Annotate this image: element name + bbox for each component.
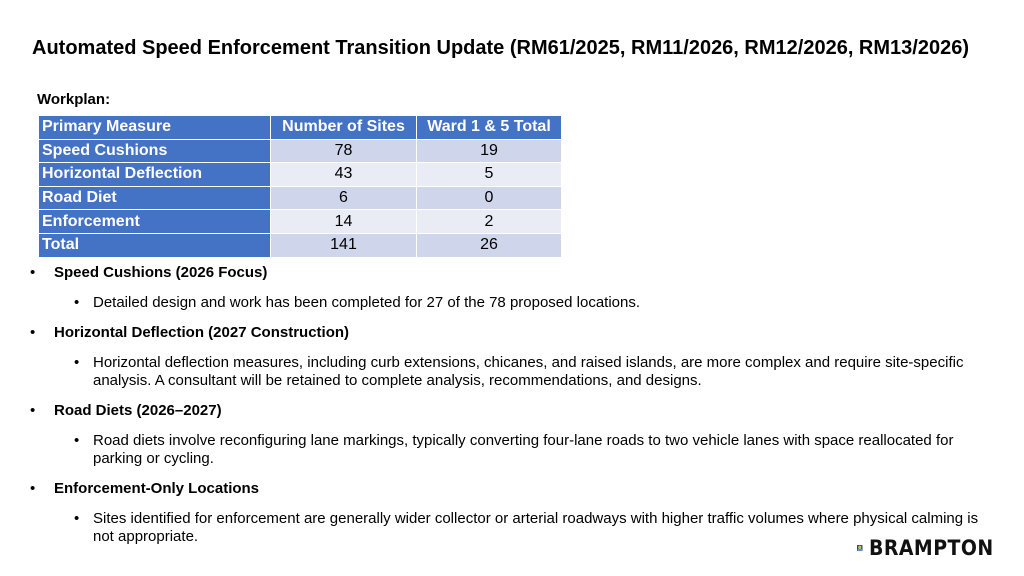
bullet-detail-text: Road diets involve reconfiguring lane markings, typically converting four-lane roads to two vehicle lanes with space reallocated for parking or cycling.	[93, 432, 954, 467]
bullet-detail	[30, 510, 990, 546]
header-ward-total: Ward 1 & 5 Total	[417, 116, 562, 140]
row-ward-total: 26	[417, 233, 562, 257]
brampton-wordmark: BRAMPTON	[868, 536, 994, 560]
brampton-flower-logo-icon	[857, 533, 863, 563]
bullet-dot-icon: •	[74, 432, 80, 449]
brampton-logo	[857, 531, 1007, 565]
table-row	[39, 186, 562, 210]
row-sites: 141	[271, 233, 417, 257]
workplan-table	[38, 115, 562, 258]
table-row	[39, 163, 562, 187]
workplan-label: Workplan:	[37, 91, 111, 108]
header-primary-measure: Primary Measure	[39, 116, 271, 140]
bullet-heading-text: Enforcement-Only Locations	[54, 480, 260, 497]
bullet-heading	[30, 479, 990, 499]
table-row-total	[39, 233, 562, 257]
row-sites: 43	[271, 163, 417, 187]
bullet-detail	[30, 354, 990, 390]
bullet-detail	[30, 294, 990, 312]
bullet-list	[30, 263, 990, 557]
table-header-row	[39, 116, 562, 140]
bullet-dot-icon: •	[30, 402, 36, 419]
bullet-heading-text: Horizontal Deflection (2027 Construction)	[54, 324, 350, 341]
table-row	[39, 139, 562, 163]
bullet-heading-text: Speed Cushions (2026 Focus)	[54, 264, 268, 281]
bullet-dot-icon: •	[74, 294, 80, 311]
row-sites: 14	[271, 210, 417, 234]
row-ward-total: 0	[417, 186, 562, 210]
bullet-heading	[30, 401, 990, 421]
bullet-detail-text: Horizontal deflection measures, including curb extensions, chicanes, and raised islands, are more complex and require site-specific analysis. A consultant will be retained to complete analysis, recommendations, and designs.	[93, 354, 964, 389]
bullet-dot-icon: •	[74, 354, 80, 371]
bullet-detail-text: Detailed design and work has been completed for 27 of the 78 proposed locations.	[93, 294, 641, 311]
row-ward-total: 19	[417, 139, 562, 163]
bullet-detail	[30, 432, 990, 468]
bullet-detail-text: Sites identified for enforcement are generally wider collector or arterial roadways with higher traffic volumes where physical calming is not appropriate.	[93, 510, 979, 545]
row-ward-total: 2	[417, 210, 562, 234]
row-sites: 78	[271, 139, 417, 163]
bullet-heading-text: Road Diets (2026–2027)	[54, 402, 222, 419]
row-measure: Total	[39, 233, 271, 257]
row-sites: 6	[271, 186, 417, 210]
slide-title: Automated Speed Enforcement Transition Update (RM61/2025, RM11/2026, RM12/2026, RM13/2026)	[32, 37, 969, 59]
row-ward-total: 5	[417, 163, 562, 187]
bullet-dot-icon: •	[30, 324, 36, 341]
row-measure: Road Diet	[39, 186, 271, 210]
bullet-heading	[30, 323, 990, 343]
row-measure: Speed Cushions	[39, 139, 271, 163]
bullet-dot-icon: •	[30, 264, 36, 281]
header-number-of-sites: Number of Sites	[271, 116, 417, 140]
row-measure: Enforcement	[39, 210, 271, 234]
bullet-dot-icon: •	[30, 480, 36, 497]
row-measure: Horizontal Deflection	[39, 163, 271, 187]
bullet-dot-icon: •	[74, 510, 80, 527]
bullet-heading	[30, 263, 990, 283]
table-row	[39, 210, 562, 234]
